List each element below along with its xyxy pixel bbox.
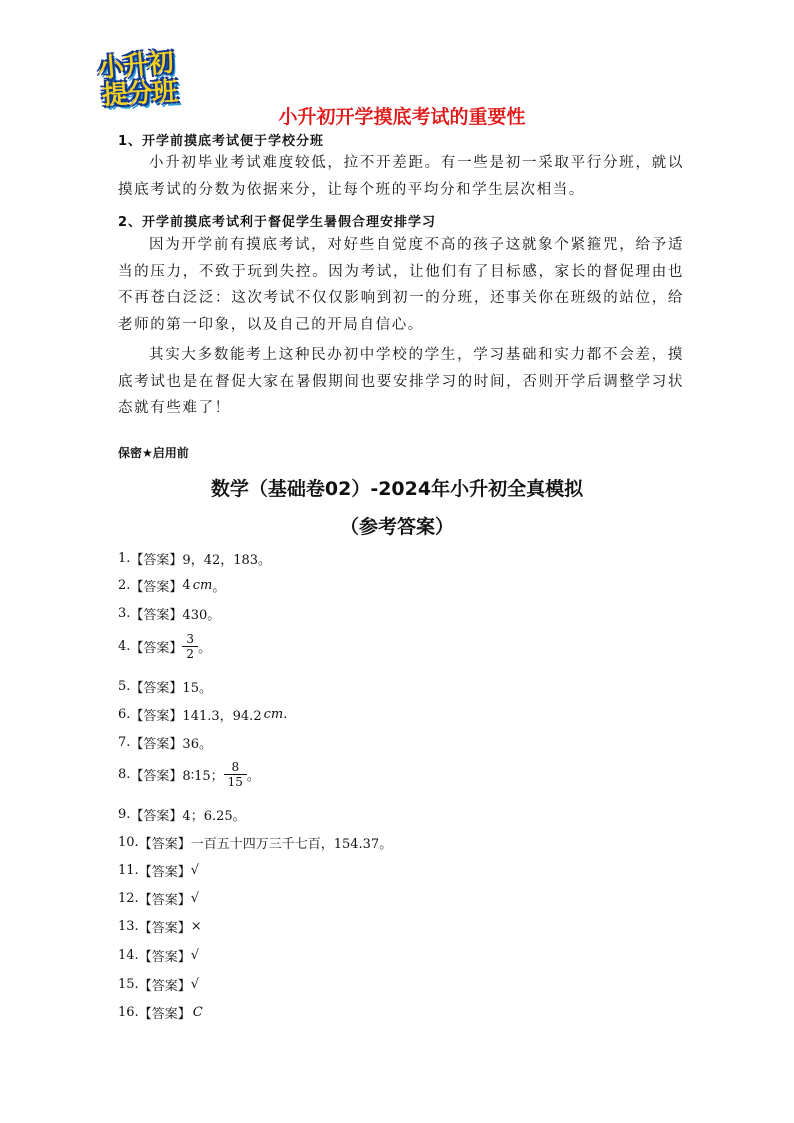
fraction — [184, 632, 196, 661]
answer-suffix: 。 — [246, 769, 260, 784]
answer-value: √ — [190, 977, 199, 992]
answer-value: 9，42，183。 — [182, 553, 272, 568]
answer-number: 3. — [118, 606, 131, 621]
fraction-denominator: 2 — [186, 647, 195, 661]
answer-number: 14. — [118, 948, 139, 963]
answer-label: 【答案】 — [138, 921, 191, 936]
answer-label: 【答案】 — [130, 681, 183, 696]
answer-value: 4 — [182, 578, 191, 593]
answer-value: × — [190, 919, 202, 934]
answer-row-3 — [118, 604, 220, 623]
section-2-heading: 2、开学前摸底考试利于督促学生暑假合理安排学习 — [118, 215, 437, 230]
answer-value: 15。 — [182, 681, 212, 696]
answer-number: 15. — [118, 977, 139, 992]
answer-row-14 — [118, 946, 199, 965]
answer-value: √ — [190, 863, 199, 878]
answer-label: 【答案】 — [130, 809, 183, 824]
answer-row-2 — [118, 576, 225, 595]
answer-row-6 — [118, 705, 287, 724]
page-title: 小升初开学摸底考试的重要性 — [278, 106, 526, 128]
section-1-heading: 1、开学前摸底考试便于学校分班 — [118, 134, 325, 149]
answer-unit: cm — [192, 578, 213, 593]
answer-row-11 — [118, 861, 199, 880]
answer-number: 16. — [118, 1005, 139, 1020]
answer-key-title: （参考答案） — [339, 516, 454, 538]
answer-row-16 — [118, 1003, 203, 1022]
answer-label: 【答案】 — [130, 553, 183, 568]
answer-suffix: . — [283, 707, 288, 722]
section-1-text: 小升初毕业考试难度较低，拉不开差距。有一些是初一采取平行分班，就以摸底考试的分数为依据来分，让每个班的平均分和学生层次相当。 — [118, 155, 684, 198]
logo-line-1: 小升初 — [96, 47, 175, 85]
fraction — [226, 760, 245, 789]
answer-label: 【答案】 — [130, 709, 183, 724]
answer-unit: C — [192, 1005, 203, 1020]
answer-number: 6. — [118, 707, 131, 722]
answer-number: 11. — [118, 863, 139, 878]
answer-row-9 — [118, 805, 246, 824]
exam-title: 数学（基础卷02）-2024年小升初全真模拟 — [210, 478, 584, 500]
answer-label: 【答案】 — [130, 608, 183, 623]
answer-row-7 — [118, 733, 212, 752]
answer-label: 【答案】 — [130, 737, 183, 752]
answer-number: 5. — [118, 679, 131, 694]
answer-row-15 — [118, 975, 199, 994]
answer-row-1 — [118, 549, 271, 568]
answer-value: 一百五十四万三千七百，154.37。 — [190, 837, 393, 852]
answer-number: 13. — [118, 919, 139, 934]
answer-value: √ — [190, 948, 199, 963]
answer-suffix: 。 — [198, 641, 212, 656]
answer-label: 【答案】 — [130, 769, 183, 784]
answer-row-10 — [118, 833, 392, 852]
answer-number: 9. — [118, 807, 131, 822]
answer-label: 【答案】 — [138, 865, 191, 880]
confidential-label: 保密★启用前 — [118, 446, 189, 460]
fraction-numerator: 3 — [186, 632, 195, 646]
answer-row-12 — [118, 889, 199, 908]
fraction-denominator: 15 — [227, 775, 243, 789]
answer-number: 1. — [118, 551, 131, 566]
answer-number: 7. — [118, 735, 131, 750]
answer-value: 430。 — [182, 608, 221, 623]
answer-row-8 — [118, 760, 260, 789]
answer-label: 【答案】 — [138, 837, 191, 852]
answer-row-4 — [118, 632, 211, 661]
answer-row-5 — [118, 677, 212, 696]
answer-label: 【答案】 — [138, 950, 191, 965]
answer-number: 4. — [118, 639, 131, 654]
answer-label: 【答案】 — [138, 893, 191, 908]
answer-value: √ — [190, 891, 199, 906]
answer-value: 36。 — [182, 737, 212, 752]
answer-label: 【答案】 — [130, 641, 183, 656]
answer-value: 4；6.25。 — [182, 809, 246, 824]
answer-unit: cm — [263, 707, 284, 722]
fraction-numerator: 8 — [231, 760, 240, 774]
answer-label: 【答案】 — [130, 580, 183, 595]
logo-line-2: 提分班 — [101, 77, 178, 111]
answer-label: 【答案】 — [138, 979, 191, 994]
answer-number: 2. — [118, 578, 131, 593]
answer-label: 【答案】 — [138, 1007, 191, 1022]
answer-value: 141.3，94.2 — [182, 709, 262, 724]
answer-row-13 — [118, 917, 202, 936]
section-2-text-2: 其实大多数能考上这种民办初中学校的学生，学习基础和实力都不会差，摸底考试也是在督促大家在暑假期间也要安排学习的时间，否则开学后调整学习状态就有些难了！ — [118, 347, 684, 416]
answer-number: 10. — [118, 835, 139, 850]
answer-value: 8∶15； — [182, 769, 224, 784]
answer-number: 8. — [118, 767, 131, 782]
section-2-text-1: 因为开学前有摸底考试，对好些自觉度不高的孩子这就象个紧箍咒，给予适当的压力，不致于玩到失控。因为考试，让他们有了目标感，家长的督促理由也不再苍白泛泛：这次考试不仅仅影响到初一的分班，还事关你在班级的站位，给老师的第一印象，以及自己的开局自信心。 — [118, 237, 684, 333]
answer-suffix: 。 — [212, 580, 226, 595]
answer-number: 12. — [118, 891, 139, 906]
